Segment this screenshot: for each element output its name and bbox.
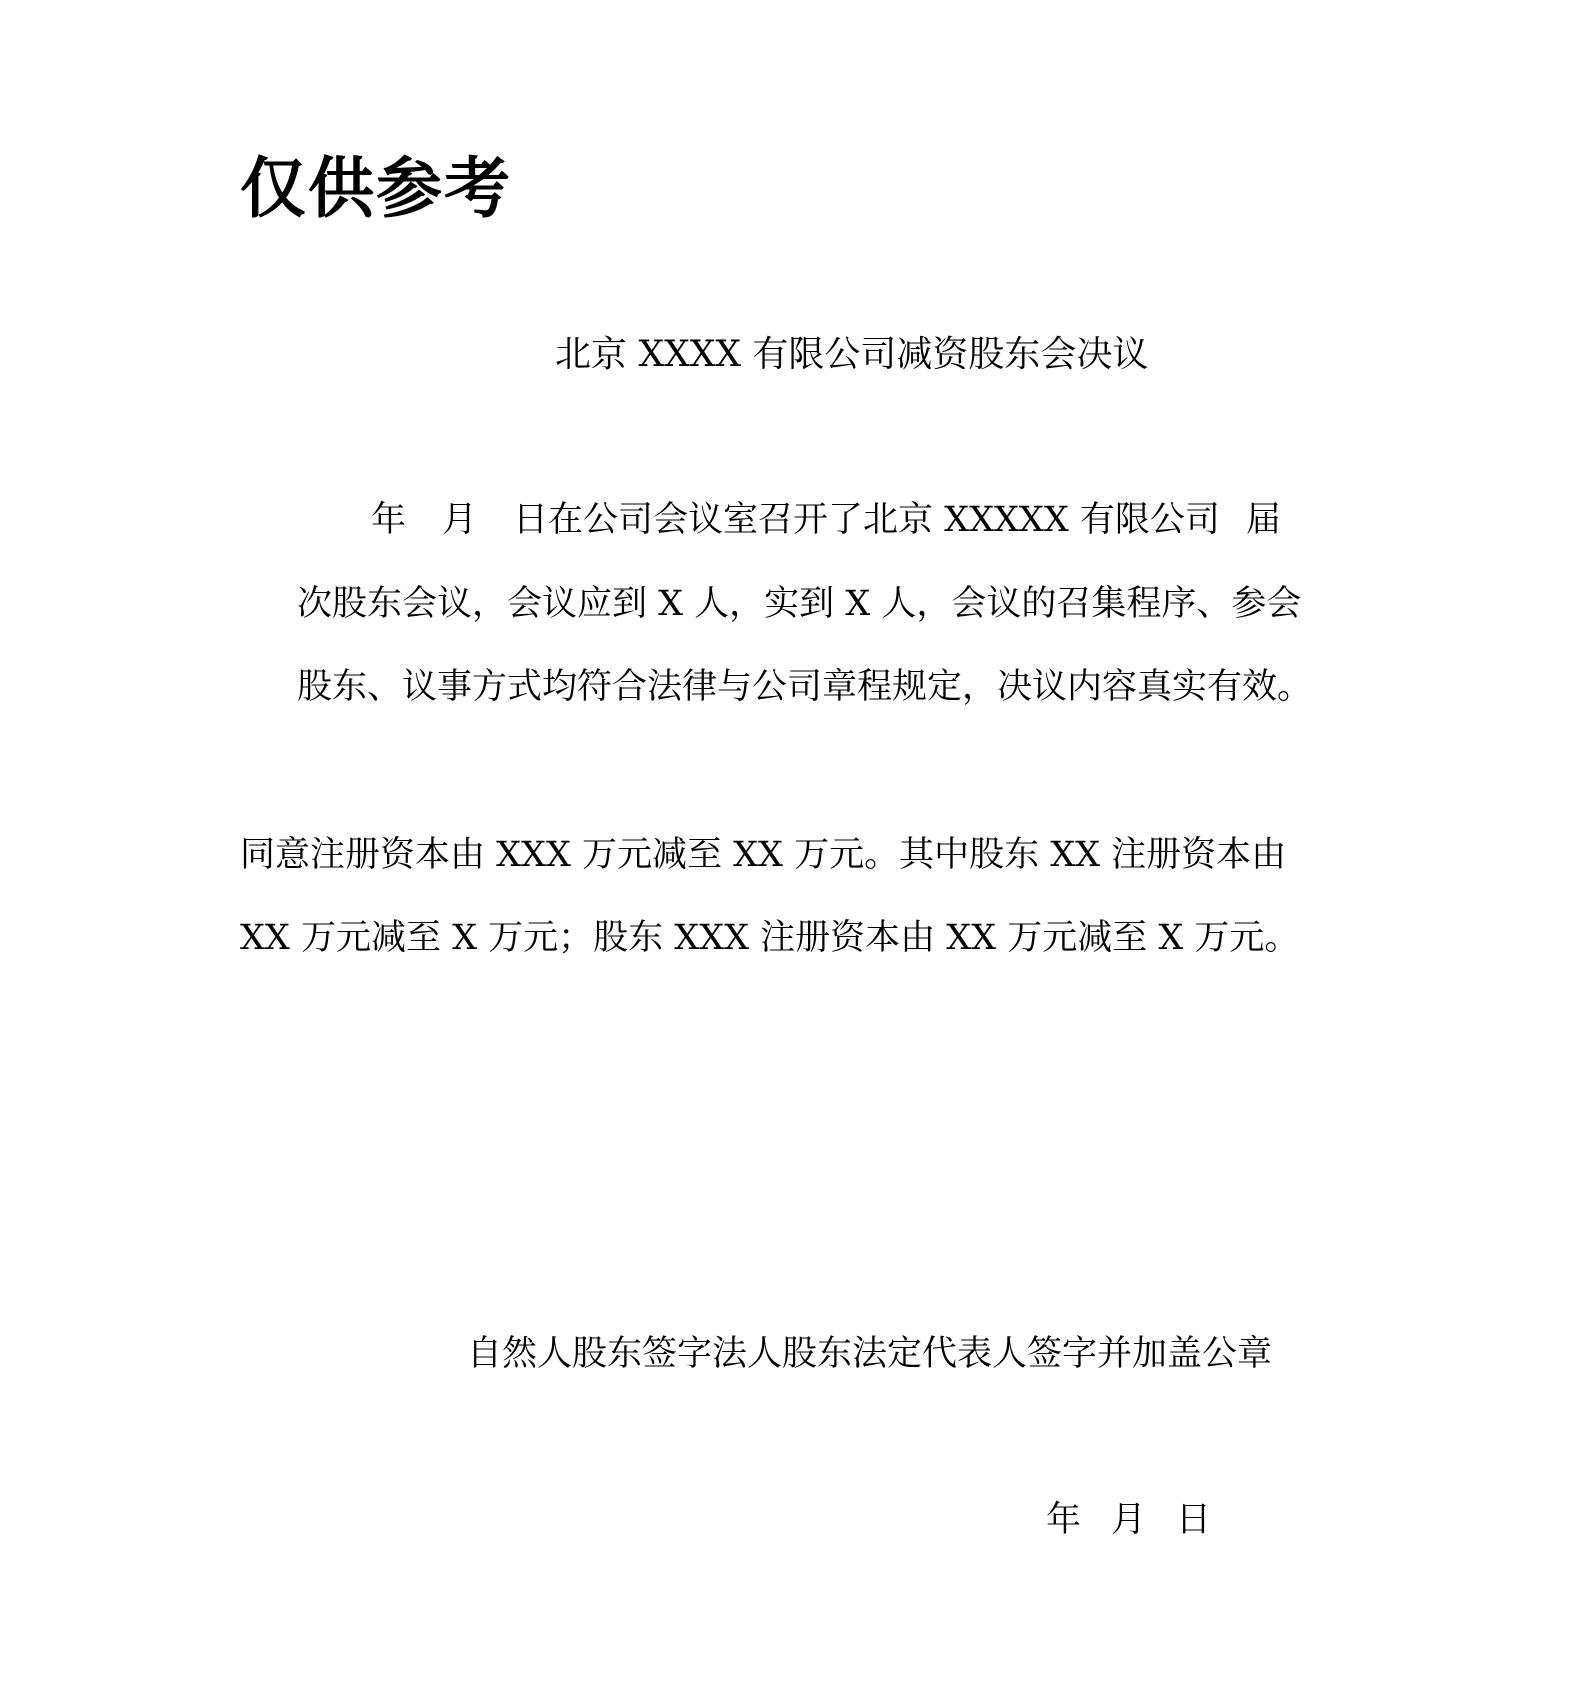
session-number-text: 届: [1245, 500, 1281, 540]
reference-only-watermark: 仅供参考: [240, 149, 512, 227]
year-placeholder: 年: [371, 500, 407, 540]
paragraph-1-line-1: [371, 498, 1281, 542]
meeting-location-text: 日在公司会议室召开了北京 XXXXX 有限公司: [513, 500, 1220, 540]
month-placeholder: 月: [442, 500, 478, 540]
date-day: 日: [1176, 1500, 1212, 1540]
paragraph-1-line-2: 次股东会议，会议应到 X 人，实到 X 人，会议的召集程序、参会: [297, 584, 1302, 624]
signature-date: [1046, 1498, 1211, 1542]
date-month: 月: [1111, 1500, 1147, 1540]
date-year: 年: [1046, 1500, 1082, 1540]
signature-line: 自然人股东签字法人股东法定代表人签字并加盖公章: [467, 1334, 1273, 1374]
paragraph-2-line-1: 同意注册资本由 XXX 万元减至 XX 万元。其中股东 XX 注册资本由: [240, 835, 1287, 875]
paragraph-2-line-2: XX 万元减至 X 万元；股东 XXX 注册资本由 XX 万元减至 X 万元。: [240, 918, 1300, 958]
paragraph-1-line-3: 股东、议事方式均符合法律与公司章程规定，决议内容真实有效。: [297, 667, 1313, 707]
document-title: 北京 XXXX 有限公司减资股东会决议: [555, 334, 1149, 375]
